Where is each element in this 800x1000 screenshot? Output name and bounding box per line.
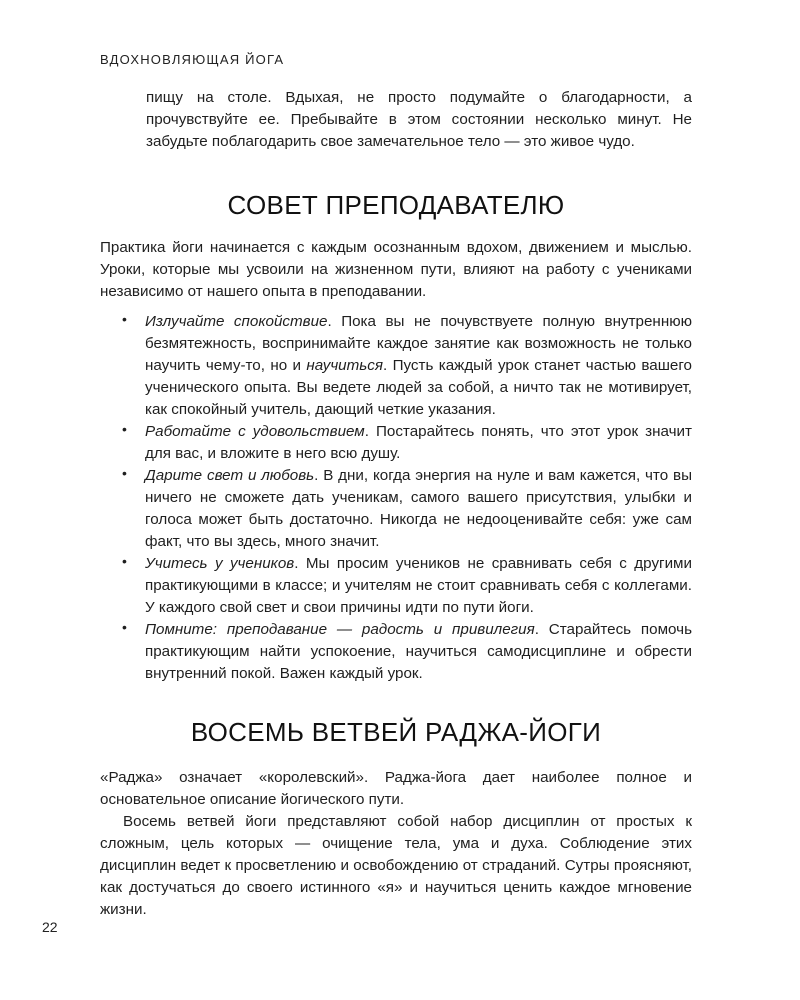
- tip-body: . Постарайтесь понять, что этот урок значит для вас, и вложите в него всю душу.: [145, 423, 692, 462]
- tip-body: . Пока вы не почувствуете полную внутреннюю безмятежность, воспринимайте каждое занятие как возможность не только научить чему-то, но и: [145, 313, 692, 374]
- tip-text: [145, 465, 692, 553]
- tip-lead: Помните: преподавание — радость и привилегия: [145, 621, 535, 638]
- bullet-icon: •: [122, 465, 127, 481]
- continuation-paragraph: пищу на столе. Вдыхая, не просто подумайте о благодарности, а прочувствуйте ее. Пребывайте в этом состоянии несколько минут. Не забудьте поблагодарить свое замечательное тело — это живое чудо.: [146, 89, 692, 150]
- page-number: 22: [42, 919, 58, 935]
- eight-limbs-heading: ВОСЕМЬ ВЕТВЕЙ РАДЖА-ЙОГИ: [190, 717, 602, 747]
- tip-text: [145, 421, 692, 465]
- list-item: [100, 465, 692, 553]
- eight-limbs-block: [100, 767, 692, 921]
- tip-section-heading: СОВЕТ ПРЕПОДАВАТЕЛЮ: [227, 190, 565, 220]
- tip-text: [145, 311, 692, 421]
- tip-lead: Излучайте спокойствие: [145, 313, 328, 330]
- list-item: [100, 553, 692, 619]
- tip-body: . Пусть каждый урок станет частью вашего ученического опыта. Вы ведете людей за собой, а ничто так не мотивирует, как спокойный учитель, дающий четкие указания.: [145, 357, 692, 418]
- tip-emphasis: научиться: [306, 357, 383, 374]
- list-item: [100, 311, 692, 421]
- bullet-icon: •: [122, 619, 127, 635]
- bullet-icon: •: [122, 553, 127, 569]
- tip-lead: Дарите свет и любовь: [145, 467, 315, 484]
- tip-body: . Мы просим учеников не сравнивать себя с другими практикующими в классе; и учителям не стоит сравнивать себя с коллегами. У каждого свой свет и свои причины идти по пути йоги.: [145, 555, 692, 616]
- tip-lead: Учитесь у учеников: [145, 555, 295, 572]
- tip-intro-paragraph: Практика йоги начинается с каждым осознанным вдохом, движением и мыслью. Уроки, которые мы усвоили на жизненном пути, влияют на работу с учениками независимо от нашего опыта в преподавании.: [100, 239, 692, 300]
- bullet-icon: •: [122, 311, 127, 327]
- tip-body: . Старайтесь помочь практикующим найти успокоение, научиться самодисциплине и обрести внутренний покой. Важен каждый урок.: [145, 621, 692, 682]
- list-item: [100, 619, 692, 685]
- eight-limbs-paragraph-1: «Раджа» означает «королевский». Раджа-йога дает наиболее полное и основательное описание йогического пути.: [100, 769, 692, 808]
- tip-text: [145, 553, 692, 619]
- tip-lead: Работайте с удовольствием: [145, 423, 365, 440]
- tips-list: [100, 311, 692, 685]
- continuation-block: [146, 87, 692, 153]
- tip-body: . В дни, когда энергия на нуле и вам кажется, что вы ничего не сможете дать ученикам, самого вашего присутствия, улыбки и голоса может быть достаточно. Никогда не недооценивайте себя: уже сам факт, что вы здесь, много значит.: [145, 467, 692, 550]
- tip-text: [145, 619, 692, 685]
- eight-limbs-paragraph-2: Восемь ветвей йоги представляют собой набор дисциплин от простых к сложным, цель которых — очищение тела, ума и духа. Соблюдение этих дисциплин ведет к просветлению и освобождению от страданий. Сутры проясняют, как достучаться до своего истинного «я» и научиться ценить каждое мгновение жизни.: [100, 813, 692, 918]
- running-head: ВДОХНОВЛЯЮЩАЯ ЙОГА: [100, 52, 285, 67]
- bullet-icon: •: [122, 421, 127, 437]
- list-item: [100, 421, 692, 465]
- tip-intro-block: [100, 237, 692, 303]
